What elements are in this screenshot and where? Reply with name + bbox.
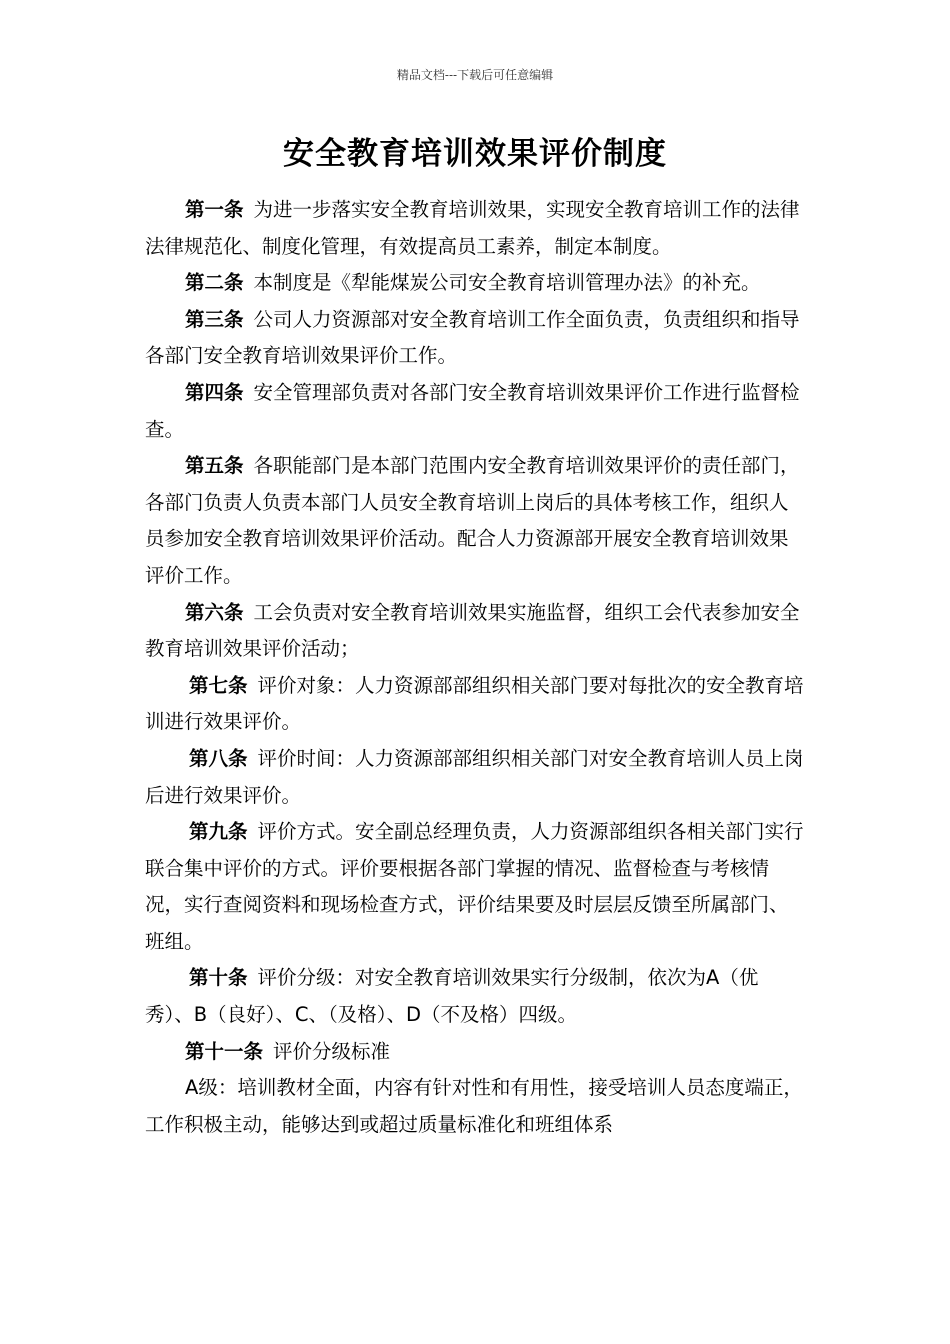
article-label: 第八条 xyxy=(189,746,248,770)
article-11 xyxy=(145,1034,805,1071)
article-text: 为进一步落实安全教育培训效果，实现安全教育培训工作的法律法律规范化、制度化管理，有效提高员工素养，制定本制度。 xyxy=(145,198,800,258)
page-header: 精品文档---下载后可任意编辑 xyxy=(396,68,554,82)
article-4 xyxy=(145,375,805,448)
article-text: 评价时间：人力资源部部组织相关部门对安全教育培训人员上岗后进行效果评价。 xyxy=(145,746,804,807)
article-1 xyxy=(145,192,805,265)
article-text: 工会负责对安全教育培训效果实施监督，组织工会代表参加安全教育培训效果评价活动； xyxy=(145,600,800,661)
article-label: 第六条 xyxy=(185,600,244,624)
article-text: 评价方式。安全副总经理负责，人力资源部组织各相关部门实行联合集中评价的方式。评价要根据各部门掌握的情况、监督检查与考核情况，实行查阅资料和现场检查方式，评价结果要及时层层反馈至所属部门、班组。 xyxy=(145,820,804,953)
article-label: 第一条 xyxy=(185,198,244,221)
article-label: 第十条 xyxy=(189,966,248,990)
article-label: 第七条 xyxy=(189,673,248,697)
level-a-paragraph: A级：培训教材全面，内容有针对性和有用性，接受培训人员态度端正，工作积极主动，能够达到或超过质量标准化和班组体系 xyxy=(145,1076,803,1136)
article-9 xyxy=(145,814,805,960)
article-text: 本制度是《犁能煤炭公司安全教育培训管理办法》的补充。 xyxy=(253,271,761,295)
article-label: 第四条 xyxy=(185,380,244,404)
article-label: 第三条 xyxy=(185,307,244,331)
article-8 xyxy=(145,741,805,814)
article-text: 评价对象：人力资源部部组织相关部门要对每批次的安全教育培训进行效果评价。 xyxy=(145,673,804,734)
article-10 xyxy=(145,960,805,1033)
document-body xyxy=(145,192,805,1143)
document-title: 安全教育培训效果评价制度 xyxy=(283,136,667,172)
article-3 xyxy=(145,302,805,375)
article-label: 第九条 xyxy=(189,820,248,844)
article-7 xyxy=(145,668,805,741)
article-6 xyxy=(145,595,805,668)
article-text: 各职能部门是本部门范围内安全教育培训效果评价的责任部门，各部门负责人负责本部门人员安全教育培训上岗后的具体考核工作，组织人员参加安全教育培训效果评价活动。配合人力资源部开展安全教育培训效果评价工作。 xyxy=(145,454,800,587)
article-text: 安全管理部负责对各部门安全教育培训效果评价工作进行监督检查。 xyxy=(145,380,800,441)
article-5 xyxy=(145,448,805,594)
article-label: 第二条 xyxy=(185,271,244,295)
article-label: 第十一条 xyxy=(185,1039,264,1063)
article-text: 评价分级标准 xyxy=(273,1039,391,1063)
article-text: 评价分级：对安全教育培训效果实行分级制，依次为A（优秀）、B（良好）、C、（及格）、D（不及格）四级。 xyxy=(145,966,759,1027)
article-label: 第五条 xyxy=(185,454,244,478)
article-text: 公司人力资源部对安全教育培训工作全面负责，负责组织和指导各部门安全教育培训效果评价工作。 xyxy=(145,307,800,368)
article-2 xyxy=(145,265,805,302)
